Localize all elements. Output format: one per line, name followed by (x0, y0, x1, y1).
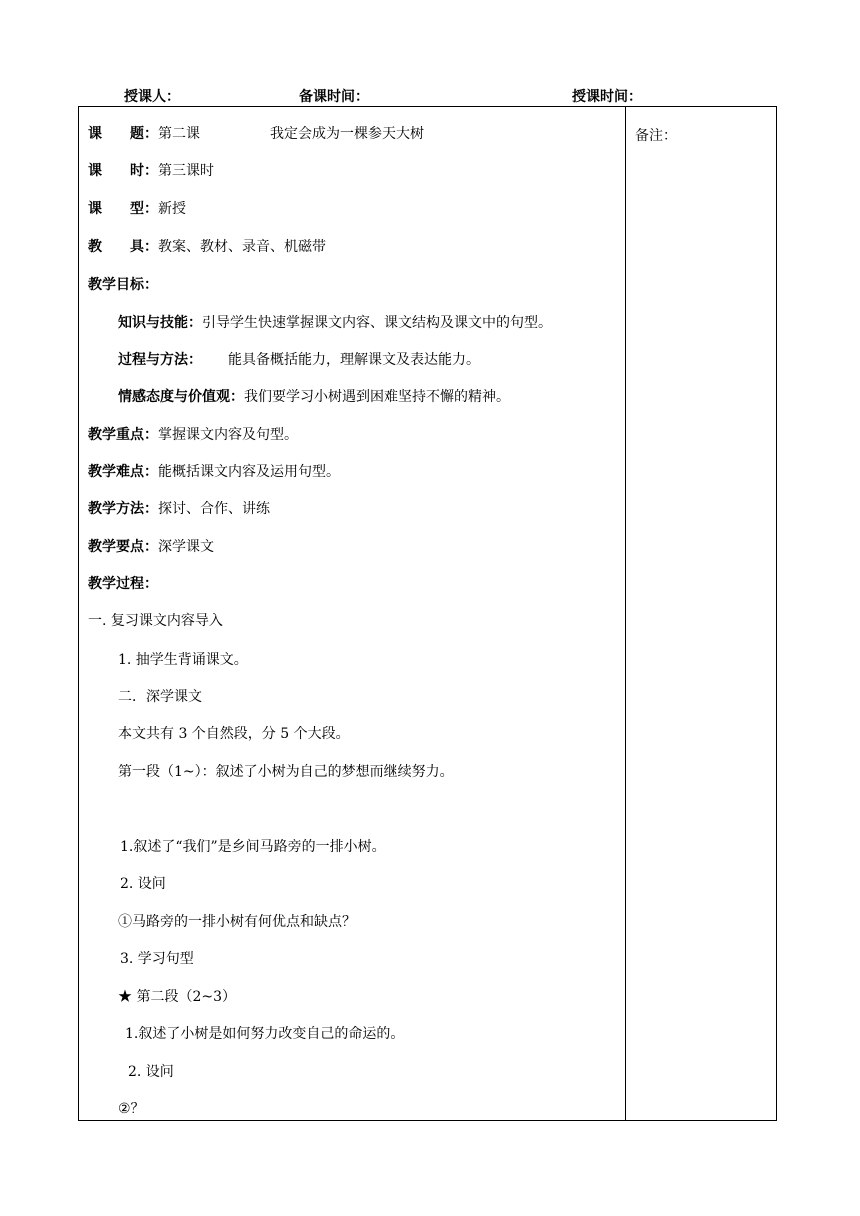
column-divider (625, 107, 626, 1120)
prep-time-label: 备课时间： (299, 89, 369, 105)
type-value: 新授 (158, 201, 186, 217)
period-row (88, 162, 214, 180)
tools-value: 教案、教材、录音、机磁带 (158, 239, 326, 255)
process-step-1: 一. 复习课文内容导入 (88, 613, 223, 629)
difficulty-row (88, 463, 340, 481)
goal-process-label: 过程与方法： (118, 352, 202, 368)
difficulty-value: 能概括课文内容及运用句型。 (158, 464, 340, 480)
process-step-2: 1. 抽学生背诵课文。 (118, 652, 248, 668)
period-value: 第三课时 (158, 163, 214, 179)
topic-number: 第二课 (158, 126, 200, 142)
process-step-8: ①马路旁的一排小树有何优点和缺点？ (118, 914, 356, 930)
point-value: 深学课文 (158, 539, 214, 555)
type-label: 课 型： (88, 201, 158, 217)
point-row (88, 538, 214, 556)
process-step-3: 二．深学课文 (118, 689, 202, 705)
process-label: 教学过程： (88, 576, 158, 592)
process-step-12: 2. 设问 (128, 1064, 174, 1080)
topic-label: 课 题： (88, 126, 158, 142)
process-step-11: 1.叙述了小树是如何努力改变自己的命运的。 (125, 1026, 405, 1042)
teacher-label: 授课人： (124, 89, 180, 105)
process-step-5: 第一段（1~）：叙述了小树为自己的梦想而继续努力。 (118, 764, 454, 780)
goals-label: 教学目标： (88, 277, 158, 293)
topic-row (88, 125, 424, 143)
method-row (88, 500, 270, 518)
difficulty-label: 教学难点： (88, 464, 158, 480)
process-step-7: 2. 设问 (120, 876, 166, 892)
point-label: 教学要点： (88, 539, 158, 555)
period-label: 课 时： (88, 163, 158, 179)
process-step-10: ★ 第二段（2~3） (118, 989, 236, 1005)
method-value: 探讨、合作、讲练 (158, 501, 270, 517)
key-label: 教学重点： (88, 427, 158, 443)
method-label: 教学方法： (88, 501, 158, 517)
goal-knowledge-value: 引导学生快速掌握课文内容、课文结构及课文中的句型。 (202, 315, 552, 331)
process-step-13: ②？ (118, 1101, 145, 1117)
process-step-4: 本文共有 3 个自然段，分 5 个大段。 (118, 726, 350, 742)
goal-process-value: 能具备概括能力，理解课文及表达能力。 (228, 352, 480, 368)
process-step-9: 3. 学习句型 (120, 951, 194, 967)
goal-emotion-value: 我们要学习小树遇到困难坚持不懈的精神。 (244, 389, 510, 405)
key-row (88, 426, 298, 444)
goal-emotion (118, 388, 510, 406)
process-step-6: 1.叙述了“我们”是乡间马路旁的一排小树。 (120, 839, 386, 855)
notes-label: 备注： (635, 128, 677, 144)
goal-process (118, 351, 480, 369)
tools-row (88, 238, 326, 256)
key-value: 掌握课文内容及句型。 (158, 427, 298, 443)
lesson-plan-table (78, 106, 777, 1121)
teach-time-label: 授课时间： (572, 89, 642, 105)
goal-knowledge (118, 314, 552, 332)
goal-knowledge-label: 知识与技能： (118, 315, 202, 331)
goal-emotion-label: 情感态度与价值观： (118, 389, 244, 405)
type-row (88, 200, 186, 218)
tools-label: 教 具： (88, 239, 158, 255)
topic-title: 我定会成为一棵参天大树 (270, 126, 424, 142)
